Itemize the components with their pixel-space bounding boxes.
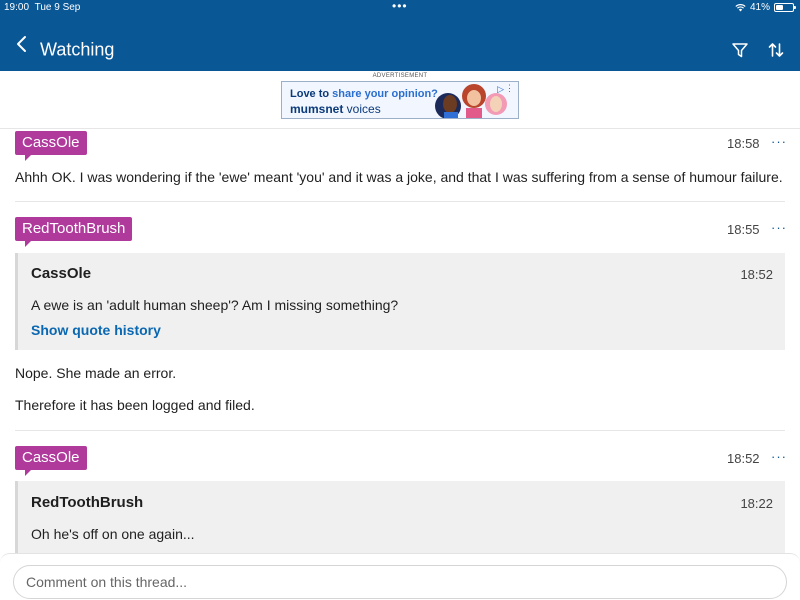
ad-brand: mumsnet voices — [290, 102, 381, 116]
comment-bar — [0, 553, 800, 600]
back-chevron-icon[interactable] — [14, 34, 30, 54]
quote-text: Oh he's off on one again... — [31, 526, 195, 542]
ad-choices-icon[interactable]: ▷ — [497, 84, 504, 94]
quote-time: 18:22 — [740, 496, 773, 511]
post-divider — [15, 430, 785, 431]
app-header — [0, 16, 800, 71]
page-title: Watching — [40, 39, 115, 60]
ad-divider — [0, 128, 800, 129]
post-more-icon[interactable]: ··· — [771, 449, 787, 464]
multitasking-dots-icon[interactable]: ••• — [392, 0, 408, 13]
ad-menu-icon[interactable]: ⋮ — [505, 83, 514, 93]
post-author-tag[interactable]: RedToothBrush — [15, 217, 132, 241]
ad-label: ADVERTISEMENT — [372, 73, 428, 79]
post-divider — [15, 201, 785, 202]
post-time: 18:52 — [727, 451, 760, 466]
quote-time: 18:52 — [740, 267, 773, 282]
quote-text: A ewe is an 'adult human sheep'? Am I missing something? — [31, 297, 399, 313]
post-time: 18:58 — [727, 136, 760, 151]
post-more-icon[interactable]: ··· — [771, 134, 787, 149]
quote-author: RedToothBrush — [31, 494, 144, 511]
status-time: 19:00 Tue 9 Sep — [4, 2, 81, 13]
post-more-icon[interactable]: ··· — [771, 220, 787, 235]
ad-headline: Love to share your opinion? — [290, 88, 438, 100]
post-text: Ahhh OK. I was wondering if the 'ewe' meant 'you' and it was a joke, and that I was suffering from a sense of humour failure. — [15, 169, 783, 185]
post-text: Nope. She made an error. — [15, 365, 177, 381]
post-text: Therefore it has been logged and filed. — [15, 397, 255, 413]
battery-percent: 41% — [749, 2, 770, 13]
post-time: 18:55 — [727, 222, 760, 237]
quote-box — [15, 253, 785, 350]
wifi-icon — [735, 3, 746, 12]
comment-input[interactable] — [13, 565, 787, 599]
quote-box — [15, 481, 785, 561]
status-bar — [0, 0, 800, 16]
battery-icon — [774, 3, 794, 12]
post-author-tag[interactable]: CassOle — [15, 446, 87, 470]
status-right — [735, 2, 794, 13]
show-quote-history-link[interactable]: Show quote history — [31, 322, 161, 338]
post-author-tag[interactable]: CassOle — [15, 131, 87, 155]
ad-banner[interactable] — [281, 81, 519, 119]
filter-icon[interactable] — [731, 41, 749, 59]
quote-author: CassOle — [31, 265, 92, 282]
sort-icon[interactable] — [767, 41, 785, 59]
